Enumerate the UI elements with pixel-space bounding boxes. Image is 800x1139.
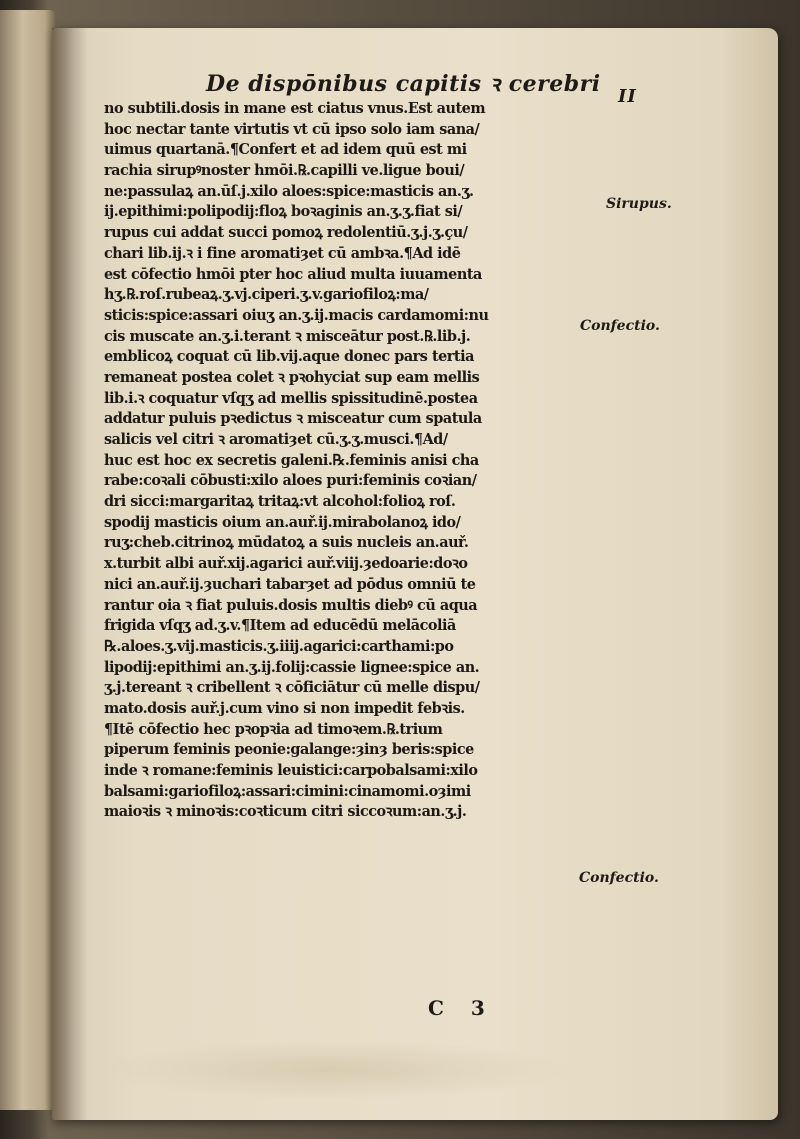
text-line: sticis:spice:assari oiuʒ an.ʒ.ij.macis cardamomi:nu — [104, 305, 489, 324]
gutter-shadow — [52, 28, 88, 1120]
text-line: ne:passulaꝝ an.ūſ.j.xilo aloes:spice:masticis an.ʒ. — [104, 181, 474, 200]
text-line: salicis vel citri ꝛ aromatiȝet cū.ʒ.ʒ.musci.¶Ad/ — [104, 430, 448, 448]
text-line: ruʒ:cheb.citrinoꝝ mūdatoꝝ a suis nucleis an.auř. — [104, 533, 469, 552]
text-line: no subtili.dosis in mane est ciatus vnus.Est autem — [104, 99, 486, 117]
folio-number: II — [618, 86, 637, 107]
main-text-block — [104, 98, 594, 822]
text-line: ʒ.j.tereant ꝛ cribellent ꝛ cōficiātur cū melle dispu/ — [104, 678, 480, 697]
running-title: De dispōnibus capitis ꝛ cerebri — [206, 71, 601, 97]
text-line: rabe:coꝛali cōbusti:xilo aloes puri:feminis coꝛian/ — [104, 471, 477, 490]
text-line: lib.i.ꝛ coquatur vſqʒ ad mellis spissitudinē.postea — [104, 388, 478, 407]
text-line: cis muscate an.ʒ.i.terant ꝛ misceātur post.℞.lib.j. — [104, 326, 471, 345]
text-line: balsami:gariofiloꝝ:assari:cimini:cinamomi.oȝimi — [104, 781, 471, 800]
text-line: piperum feminis peonie:galange:ȝinȝ beris:spice — [104, 740, 474, 759]
text-line: addatur puluis pꝛedictus ꝛ misceatur cum spatula — [104, 409, 482, 428]
text-line: emblicoꝝ coquat cū lib.vij.aque donec pars tertia — [104, 347, 474, 366]
text-line: rachia sirupꝰnoster hmōi.℞.capilli ve.ligue boui/ — [104, 161, 465, 180]
signature-mark: C 3 — [428, 996, 495, 1020]
text-line: hʒ.℞.roſ.rubeaꝝ.ʒ.vj.ciperi.ʒ.v.gariofiloꝝ:ma/ — [104, 285, 429, 304]
text-line: rupus cui addat succi pomoꝝ redolentiū.ʒ.j.ʒ.çu/ — [104, 223, 468, 242]
text-line: spodij masticis oium an.auř.ij.mirabolanoꝝ ido/ — [104, 512, 461, 531]
text-line: remaneat postea colet ꝛ pꝛohyciat sup eam mellis — [104, 367, 480, 386]
text-line: inde ꝛ romane:feminis leuistici:carpobalsami:xilo — [104, 761, 478, 779]
text-line: frigida vſqʒ ad.ʒ.v.¶Item ad educēdū melācoliā — [104, 616, 456, 635]
text-line: dri sicci:margaritaꝝ tritaꝝ:vt alcohol:folioꝝ roſ. — [104, 492, 456, 511]
text-line: lipodij:epithimi an.ʒ.ij.folij:cassie lignee:spice an. — [104, 657, 480, 676]
text-line: hoc nectar tante virtutis vt cū ipso solo iam sana/ — [104, 119, 480, 138]
text-line: ℞.aloes.ʒ.vij.masticis.ʒ.iiij.agarici:carthami:po — [104, 636, 454, 655]
text-line: est cōfectio hmōi pter hoc aliud multa iuuamenta — [104, 264, 482, 283]
page-stain — [92, 1040, 572, 1100]
text-line: ij.epithimi:polipodij:floꝝ boꝛaginis an.ʒ.ʒ.fiat si/ — [104, 202, 463, 221]
text-line: mato.dosis auř.j.cum vino si non impedit febꝛis. — [104, 698, 465, 717]
marginal-note-sirupus: Sirupus. — [606, 196, 672, 212]
text-line: maioꝛis ꝛ minoꝛis:coꝛticum citri siccoꝛum:an.ʒ.j. — [104, 802, 467, 821]
text-line: rantur oia ꝛ fiat puluis.dosis multis diebꝰ cū aqua — [104, 595, 478, 614]
text-line: chari lib.ij.ꝛ i fine aromatiȝet cū ambꝛa.¶Ad idē — [104, 243, 461, 262]
text-line: uimus quartanā.¶Confert et ad idem quū est mi — [104, 140, 467, 159]
text-line: nici an.auř.ij.ȝuchari tabarȝet ad pōdus omniū te — [104, 574, 476, 593]
text-line: x.turbit albi auř.xij.agarici auř.viij.ȝedoarie:doꝛo — [104, 554, 468, 573]
text-line: ¶Itē cōfectio hec pꝛopꝛia ad timoꝛem.℞.trium — [104, 719, 443, 738]
previous-page-edge — [0, 10, 56, 1110]
text-line: huc est hoc ex secretis galeni.℞.feminis anisi cha — [104, 450, 479, 469]
marginal-note-confectio-lower: Confectio. — [579, 870, 659, 886]
marginal-note-confectio: Confectio. — [580, 318, 660, 334]
